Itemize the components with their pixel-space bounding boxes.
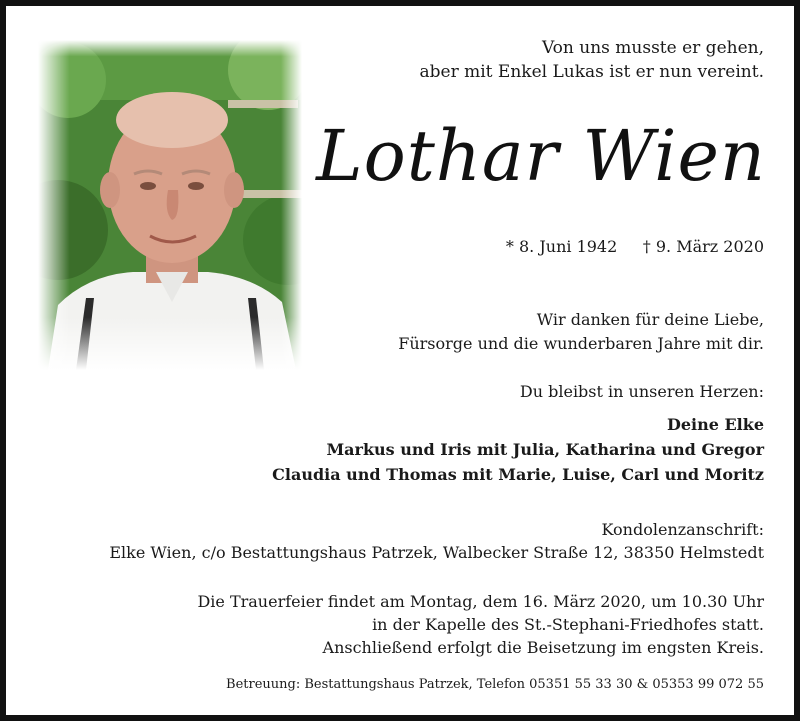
condolence-address (109, 518, 764, 564)
motto-line: aber mit Enkel Lukas ist er nun vereint. (419, 62, 764, 82)
condolence-label: Kondolenzanschrift: (601, 520, 764, 539)
deceased-name: Lothar Wien (316, 115, 766, 197)
ceremony-info (197, 590, 764, 659)
family-member: Markus und Iris mit Julia, Katharina und Gregor (326, 440, 764, 459)
thanks-line: Wir danken für deine Liebe, (536, 310, 764, 329)
date-separator (622, 237, 637, 256)
motto (420, 36, 764, 84)
condolence-address-text: Elke Wien, c/o Bestattungshaus Patrzek, Walbecker Straße 12, 38350 Helmstedt (109, 543, 764, 562)
ceremony-line: in der Kapelle des St.-Stephani-Friedhofes statt. (372, 615, 764, 634)
family-member: Deine Elke (666, 415, 764, 434)
portrait-icon (38, 40, 302, 370)
remembrance-line: Du bleibst in unseren Herzen: (519, 382, 764, 401)
family-list (272, 412, 764, 487)
thanks-text (398, 308, 764, 356)
birth-date: * 8. Juni 1942 (505, 237, 618, 256)
portrait-photo (38, 40, 302, 370)
ceremony-line: Die Trauerfeier findet am Montag, dem 16. März 2020, um 10.30 Uhr (197, 592, 764, 611)
death-date: † 9. März 2020 (642, 237, 764, 256)
funeral-home-footer: Betreuung: Bestattungshaus Patrzek, Telefon 05351 55 33 30 & 05353 99 072 55 (226, 677, 764, 692)
thanks-line: Fürsorge und die wunderbaren Jahre mit dir. (398, 334, 764, 353)
family-member: Claudia und Thomas mit Marie, Luise, Carl und Moritz (272, 465, 764, 484)
life-dates (506, 236, 764, 258)
ceremony-line: Anschließend erfolgt die Beisetzung im engsten Kreis. (322, 638, 764, 657)
motto-line: Von uns musste er gehen, (541, 38, 764, 58)
